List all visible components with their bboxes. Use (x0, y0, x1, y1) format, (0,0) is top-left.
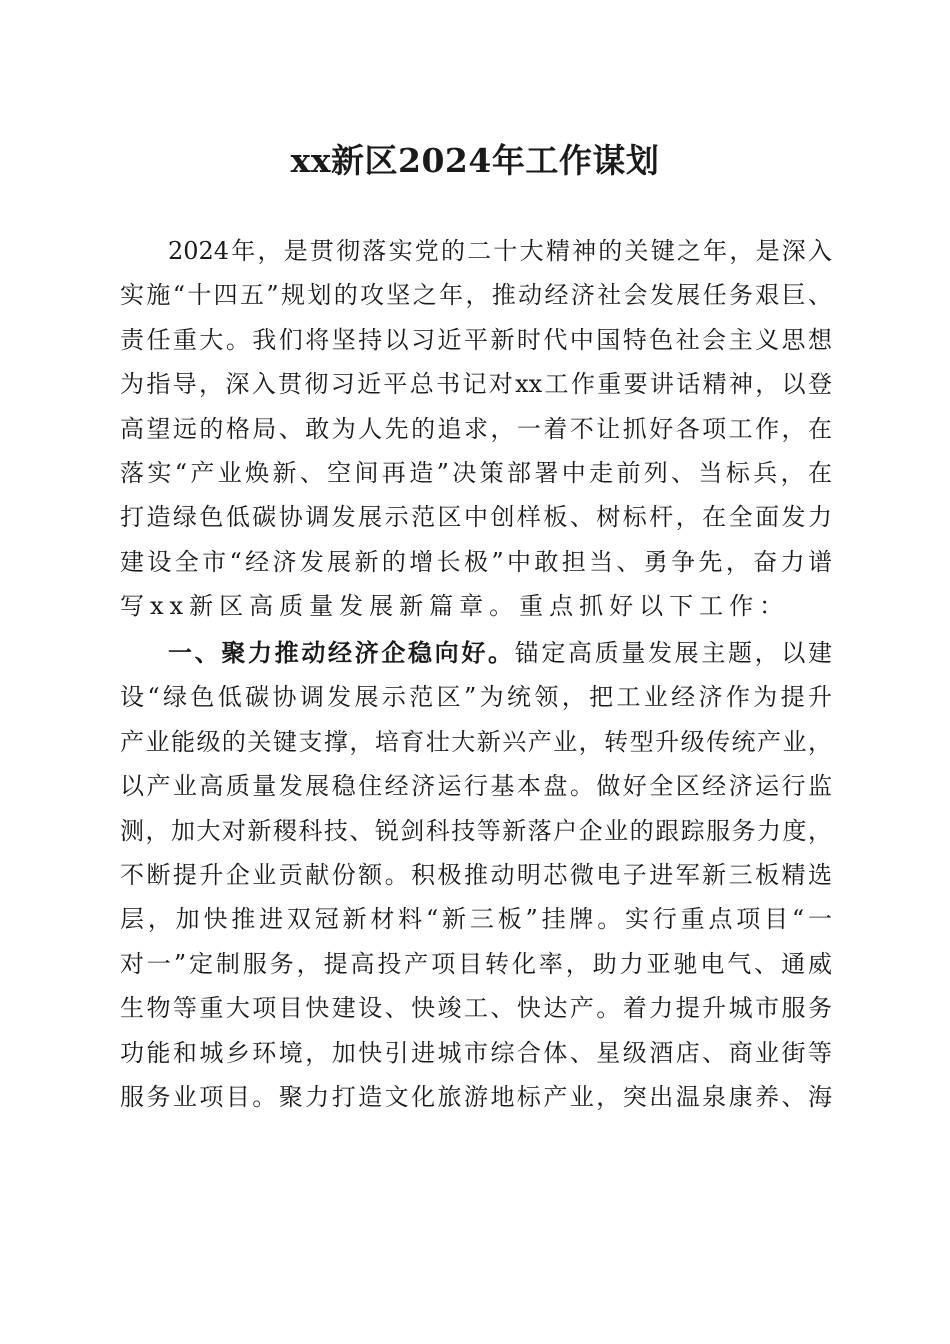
paragraph-2-line-8: 对一”定制服务，提高投产项目转化率，助力亚驰电气、通威 (120, 949, 832, 978)
paragraph-1-line-8: 建设全市“经济发展新的增长极”中敢担当、勇争先，奋力谱 (120, 547, 832, 576)
paragraph-1-line-6: 落实“产业焕新、空间再造”决策部署中走前列、当标兵，在 (120, 459, 832, 487)
paragraph-1-line-2: 实施“十四五”规划的攻坚之年，推动经济社会发展任务艰巨、 (120, 281, 832, 310)
paragraph-2-line-2: 设“绿色低碳协调发展示范区”为统领，把工业经济作为提升 (120, 683, 832, 712)
paragraph-2-line-7: 层，加快推进双冠新材料“新三板”挂牌。实行重点项目“一 (120, 905, 832, 934)
paragraph-1-line-9-text: 写xx新区高质量发展新篇章。重点抓好以下工作： (120, 592, 790, 621)
paragraph-1-line-3: 责任重大。我们将坚持以习近平新时代中国特色社会主义思想 (120, 325, 832, 354)
paragraph-2-line-4: 以产业高质量发展稳住经济运行基本盘。做好全区经济运行监 (120, 772, 832, 801)
paragraph-2-line-5: 测，加大对新稷科技、锐剑科技等新落户企业的跟踪服务力度， (120, 816, 832, 845)
paragraph-1-line-7: 打造绿色低碳协调发展示范区中创样板、树标杆，在全面发力 (120, 503, 832, 532)
paragraph-2-line-6: 不断提升企业贡献份额。积极推动明芯微电子进军新三板精选 (120, 861, 832, 889)
paragraph-2-line-11: 服务业项目。聚力打造文化旅游地标产业，突出温泉康养、海 (120, 1083, 832, 1111)
section-heading-1: 一、聚力推动经济企稳向好。 (168, 639, 515, 667)
paragraph-1-line-4: 为指导，深入贯彻习近平总书记对xx工作重要讲话精神，以登 (120, 370, 832, 399)
paragraph-2-line-3: 产业能级的关键支撑，培育壮大新兴产业，转型升级传统产业， (120, 727, 832, 756)
paragraph-2-line-10: 功能和城乡环境，加快引进城市综合体、星级酒店、商业街等 (120, 1038, 832, 1067)
paragraph-1-line-1: 2024年，是贯彻落实党的二十大精神的关键之年，是深入 (168, 237, 832, 265)
paragraph-2-line-9: 生物等重大项目快建设、快竣工、快达产。着力提升城市服务 (120, 994, 832, 1023)
paragraph-2-line-1-rest: 锚定高质量发展主题，以建 (514, 639, 833, 667)
document-title: xx新区2024年工作谋划 (290, 141, 660, 180)
paragraph-1-line-5: 高望远的格局、敢为人先的追求，一着不让抓好各项工作，在 (120, 414, 832, 443)
paragraph-2-line-1 (168, 631, 832, 675)
paragraph-1-line-9 (120, 584, 832, 628)
